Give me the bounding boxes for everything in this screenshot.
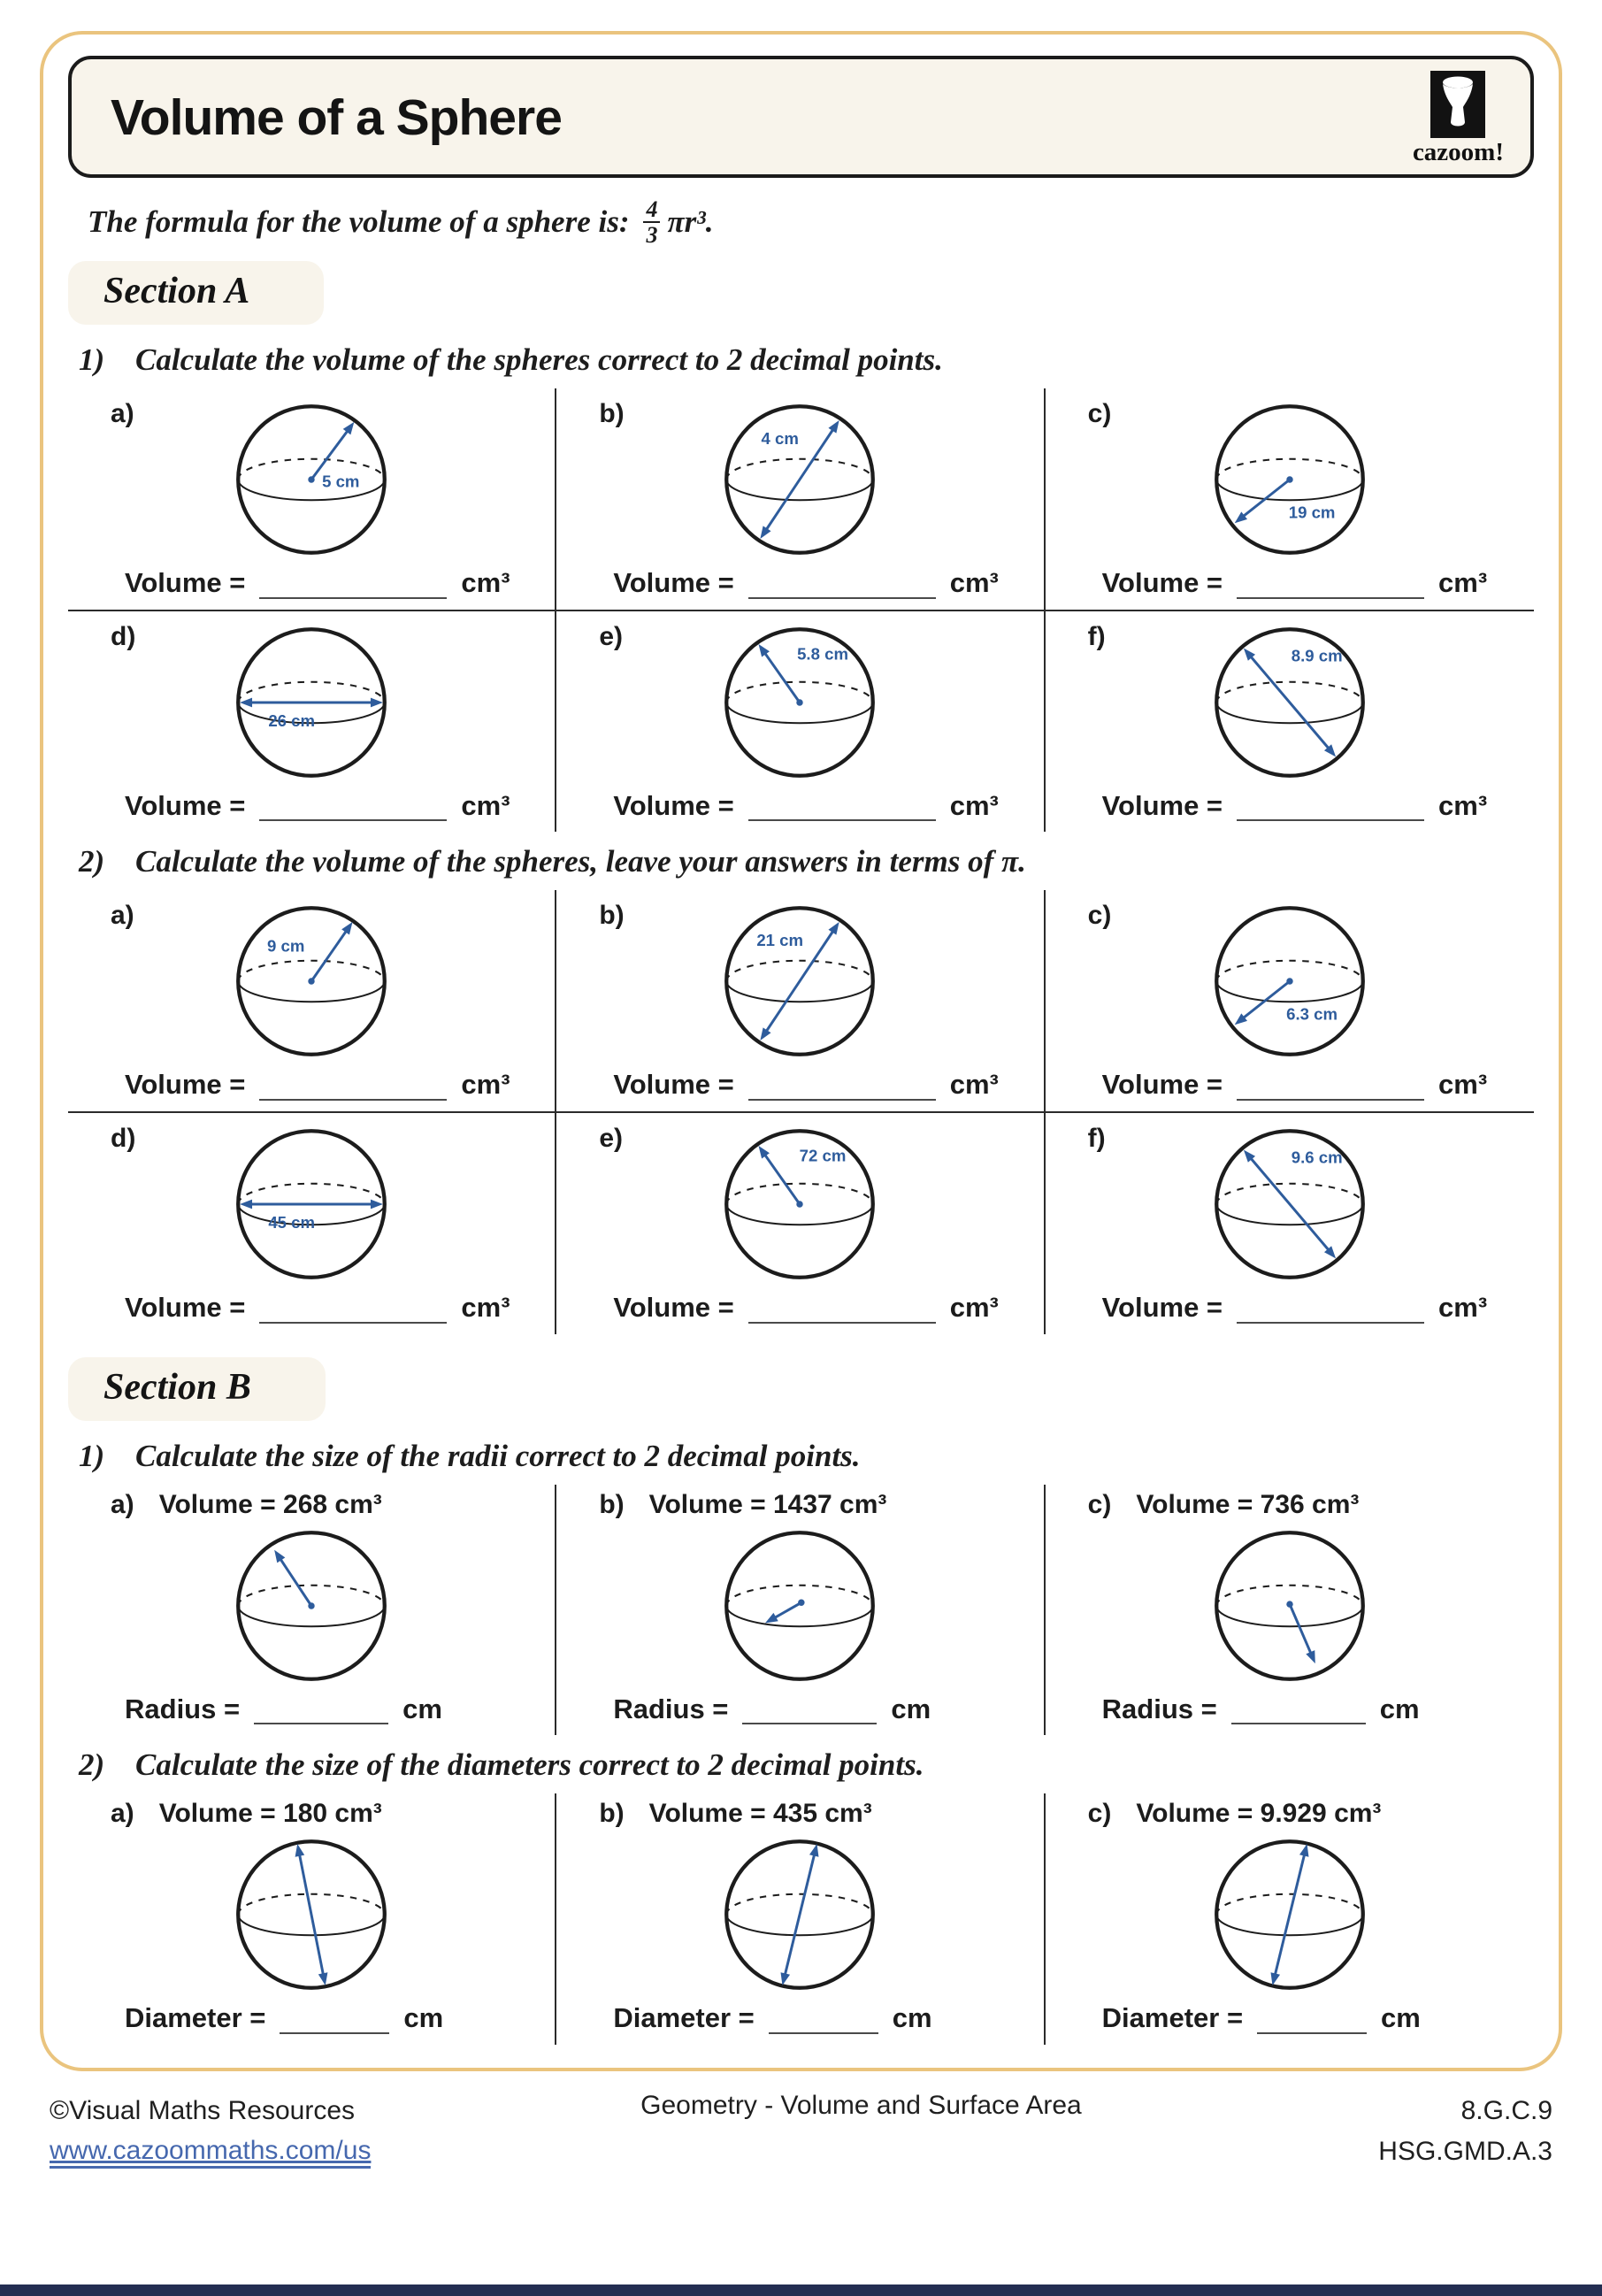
question-number: 1) xyxy=(79,342,105,377)
cell-header xyxy=(111,901,134,931)
item-letter: d) xyxy=(111,1123,136,1153)
formula-expression: πr³. xyxy=(667,204,714,239)
answer-line xyxy=(563,2002,1036,2034)
item-letter: a) xyxy=(111,1799,134,1829)
answer-line xyxy=(1053,1069,1527,1101)
footer-topic: Geometry - Volume and Surface Area xyxy=(640,2090,1082,2120)
answer-label: Volume = xyxy=(1101,1069,1223,1101)
answer-blank xyxy=(1257,2004,1367,2034)
answer-label: Diameter = xyxy=(125,2002,266,2034)
item-letter: e) xyxy=(599,1123,624,1153)
answer-blank xyxy=(259,1294,447,1324)
answer-unit: cm³ xyxy=(461,789,510,821)
question-cell xyxy=(556,611,1045,833)
standard-code-2: HSG.GMD.A.3 xyxy=(1378,2137,1552,2167)
title-box xyxy=(68,56,1534,178)
question-cell xyxy=(556,890,1045,1113)
svg-text:5 cm: 5 cm xyxy=(322,472,360,491)
cell-header xyxy=(563,1490,1036,1520)
sphere-holder xyxy=(563,620,1036,785)
sphere-holder xyxy=(1053,397,1527,562)
sphere-diagram xyxy=(229,620,394,785)
footer xyxy=(50,2091,1552,2173)
answer-blank xyxy=(748,1071,936,1101)
item-letter: f) xyxy=(1087,1123,1106,1153)
sphere-diagram xyxy=(1207,899,1372,1064)
answer-unit: cm³ xyxy=(949,1069,999,1101)
sphere-holder xyxy=(1053,1524,1527,1688)
question-instruction xyxy=(79,844,1534,879)
answer-blank xyxy=(1237,791,1424,821)
item-letter: c) xyxy=(1087,399,1112,428)
fraction-numerator: 4 xyxy=(646,196,658,222)
svg-text:8.9 cm: 8.9 cm xyxy=(1291,646,1343,665)
answer-line xyxy=(75,790,548,822)
cell-header xyxy=(599,622,623,652)
sphere-diagram xyxy=(229,1524,394,1688)
answer-label: Volume = xyxy=(613,567,734,598)
answer-unit: cm³ xyxy=(949,1291,999,1323)
item-letter: b) xyxy=(599,1799,625,1829)
item-letter: f) xyxy=(1087,621,1106,651)
answer-blank xyxy=(769,2004,878,2034)
answer-line xyxy=(1053,1292,1527,1324)
question-cell xyxy=(1046,1793,1534,2045)
question-cell xyxy=(68,1113,556,1334)
answer-unit: cm³ xyxy=(1438,567,1488,598)
question-block xyxy=(68,844,1534,1333)
sphere-holder xyxy=(1053,1832,1527,1997)
given-volume: Volume = 180 cm³ xyxy=(158,1799,382,1829)
sphere-diagram xyxy=(717,1122,882,1286)
question-cell xyxy=(1046,890,1534,1113)
answer-blank xyxy=(259,1071,447,1101)
answer-line xyxy=(75,1292,548,1324)
question-grid xyxy=(68,1485,1534,1736)
sphere-holder xyxy=(75,1832,548,1997)
sphere-diagram xyxy=(1207,1832,1372,1997)
answer-unit: cm³ xyxy=(461,567,510,598)
section-heading: Section A xyxy=(68,261,324,325)
footer-left xyxy=(50,2091,501,2170)
question-block xyxy=(68,342,1534,832)
answer-blank xyxy=(1231,1694,1366,1724)
question-instruction xyxy=(79,342,1534,378)
cell-header xyxy=(75,1490,548,1520)
sphere-diagram xyxy=(1207,1524,1372,1688)
item-letter: b) xyxy=(599,399,625,428)
sphere-diagram xyxy=(717,1832,882,1997)
question-instruction xyxy=(79,1747,1534,1783)
svg-text:26 cm: 26 cm xyxy=(268,710,316,730)
sphere-holder xyxy=(563,1832,1036,1997)
svg-text:21 cm: 21 cm xyxy=(756,931,804,950)
svg-text:9 cm: 9 cm xyxy=(267,936,305,956)
standard-code-1: 8.G.C.9 xyxy=(1460,2095,1552,2125)
question-instruction xyxy=(79,1439,1534,1474)
sphere-diagram xyxy=(717,899,882,1064)
svg-text:9.6 cm: 9.6 cm xyxy=(1291,1148,1343,1167)
answer-label: Volume = xyxy=(1101,1291,1223,1323)
question-cell xyxy=(68,890,556,1113)
answer-line xyxy=(75,1693,548,1725)
sphere-holder xyxy=(75,899,548,1064)
answer-blank xyxy=(1237,569,1424,599)
brand-name: cazoom! xyxy=(1412,137,1504,166)
footer-standards xyxy=(1222,2091,1552,2173)
sphere-holder xyxy=(1053,620,1527,785)
answer-unit: cm xyxy=(891,1693,931,1724)
svg-text:72 cm: 72 cm xyxy=(800,1146,847,1165)
answer-blank xyxy=(259,791,447,821)
given-volume: Volume = 736 cm³ xyxy=(1136,1489,1360,1519)
sphere-diagram xyxy=(1207,397,1372,562)
answer-unit: cm xyxy=(1379,1693,1420,1724)
cell-header xyxy=(599,399,624,429)
item-letter: c) xyxy=(1087,1489,1112,1519)
cell-header xyxy=(599,901,624,931)
answer-label: Radius = xyxy=(1101,1693,1217,1724)
answer-line xyxy=(1053,2002,1527,2034)
cell-header xyxy=(1088,1124,1106,1154)
sections xyxy=(68,261,1534,2045)
given-volume: Volume = 268 cm³ xyxy=(158,1489,382,1519)
answer-label: Volume = xyxy=(613,789,734,821)
svg-text:4 cm: 4 cm xyxy=(761,429,800,449)
answer-blank xyxy=(748,1294,936,1324)
answer-unit: cm³ xyxy=(949,789,999,821)
question-cell xyxy=(1046,611,1534,833)
sphere-diagram xyxy=(229,1122,394,1286)
sphere-holder xyxy=(563,899,1036,1064)
djembe-drum-icon xyxy=(1430,71,1485,138)
question-block xyxy=(68,1439,1534,1736)
cell-header xyxy=(111,622,135,652)
question-block xyxy=(68,1747,1534,2045)
given-volume: Volume = 1437 cm³ xyxy=(648,1489,887,1519)
question-grid xyxy=(68,890,1534,1333)
answer-line xyxy=(563,1693,1036,1725)
question-number: 2) xyxy=(79,1747,105,1783)
formula-statement xyxy=(88,194,1534,250)
answer-label: Diameter = xyxy=(613,2002,755,2034)
answer-label: Volume = xyxy=(1101,789,1223,821)
answer-line xyxy=(563,790,1036,822)
question-number: 1) xyxy=(79,1438,105,1473)
item-letter: b) xyxy=(599,1489,625,1519)
question-cell xyxy=(1046,388,1534,611)
item-letter: a) xyxy=(111,1489,134,1519)
answer-unit: cm xyxy=(892,2002,932,2034)
answer-line xyxy=(563,567,1036,599)
section-questions xyxy=(68,1439,1534,2045)
sphere-diagram xyxy=(229,397,394,562)
answer-label: Radius = xyxy=(613,1693,729,1724)
answer-blank xyxy=(742,1694,877,1724)
given-volume: Volume = 435 cm³ xyxy=(648,1799,872,1829)
cell-header xyxy=(599,1124,623,1154)
item-letter: b) xyxy=(599,901,625,931)
answer-blank xyxy=(259,569,447,599)
svg-text:45 cm: 45 cm xyxy=(268,1212,316,1232)
answer-blank xyxy=(748,569,936,599)
answer-label: Volume = xyxy=(125,1291,246,1323)
brand-logo xyxy=(1413,71,1504,165)
question-cell xyxy=(556,1485,1045,1736)
answer-line xyxy=(75,2002,548,2034)
copyright-text: ©Visual Maths Resources xyxy=(50,2095,356,2125)
bottom-bar xyxy=(0,2284,1602,2296)
formula-intro: The formula for the volume of a sphere is: xyxy=(88,204,630,239)
question-number: 2) xyxy=(79,844,105,879)
question-cell xyxy=(556,1113,1045,1334)
answer-label: Volume = xyxy=(125,567,246,598)
cell-header xyxy=(1088,901,1112,931)
answer-label: Volume = xyxy=(613,1069,734,1101)
answer-line xyxy=(1053,790,1527,822)
question-cell xyxy=(1046,1485,1534,1736)
sphere-holder xyxy=(75,397,548,562)
question-text: Calculate the size of the diameters correct to 2 decimal points. xyxy=(135,1747,924,1783)
sphere-diagram xyxy=(1207,1122,1372,1286)
sphere-diagram xyxy=(717,397,882,562)
answer-blank xyxy=(1237,1071,1424,1101)
worksheet-frame xyxy=(40,31,1562,2071)
item-letter: c) xyxy=(1087,1799,1112,1829)
sphere-holder xyxy=(1053,899,1527,1064)
item-letter: d) xyxy=(111,621,136,651)
answer-unit: cm³ xyxy=(461,1069,510,1101)
answer-label: Volume = xyxy=(613,1291,734,1323)
answer-label: Radius = xyxy=(125,1693,241,1724)
answer-blank xyxy=(254,1694,388,1724)
answer-unit: cm³ xyxy=(1438,1291,1488,1323)
sphere-diagram xyxy=(229,899,394,1064)
question-cell xyxy=(68,611,556,833)
answer-line xyxy=(75,567,548,599)
sphere-diagram xyxy=(1207,620,1372,785)
question-cell xyxy=(68,1793,556,2045)
sphere-diagram xyxy=(717,620,882,785)
worksheet-section xyxy=(68,1357,1534,2045)
worksheet-section xyxy=(68,261,1534,1334)
website-link[interactable]: www.cazoommaths.com/us xyxy=(50,2136,371,2169)
cell-header xyxy=(1088,622,1106,652)
svg-text:19 cm: 19 cm xyxy=(1288,503,1336,522)
answer-line xyxy=(563,1292,1036,1324)
sphere-holder xyxy=(75,1122,548,1286)
cell-header xyxy=(111,1124,135,1154)
section-questions xyxy=(68,342,1534,1334)
question-cell xyxy=(68,388,556,611)
sphere-diagram xyxy=(717,1524,882,1688)
answer-unit: cm³ xyxy=(1438,789,1488,821)
svg-text:5.8 cm: 5.8 cm xyxy=(797,644,849,664)
item-letter: a) xyxy=(111,399,134,428)
question-grid xyxy=(68,388,1534,832)
answer-line xyxy=(1053,567,1527,599)
answer-line xyxy=(563,1069,1036,1101)
sphere-holder xyxy=(1053,1122,1527,1286)
answer-label: Volume = xyxy=(125,1069,246,1101)
question-cell xyxy=(1046,1113,1534,1334)
question-cell xyxy=(556,1793,1045,2045)
cell-header xyxy=(1053,1490,1527,1520)
cell-header xyxy=(1053,1799,1527,1829)
answer-unit: cm³ xyxy=(1438,1069,1488,1101)
item-letter: c) xyxy=(1087,901,1112,931)
answer-unit: cm xyxy=(1381,2002,1421,2034)
answer-unit: cm³ xyxy=(949,567,999,598)
answer-label: Volume = xyxy=(1101,567,1223,598)
answer-blank xyxy=(748,791,936,821)
sphere-holder xyxy=(563,397,1036,562)
given-volume: Volume = 9.929 cm³ xyxy=(1136,1799,1382,1829)
section-heading: Section B xyxy=(68,1357,326,1421)
answer-label: Diameter = xyxy=(1101,2002,1244,2034)
answer-unit: cm³ xyxy=(461,1291,510,1323)
item-letter: e) xyxy=(599,621,624,651)
answer-unit: cm xyxy=(402,1693,442,1724)
question-text: Calculate the volume of the spheres correct to 2 decimal points. xyxy=(135,342,943,377)
cell-header xyxy=(75,1799,548,1829)
answer-unit: cm xyxy=(403,2002,444,2034)
cell-header xyxy=(1088,399,1112,429)
fraction-denominator: 3 xyxy=(643,221,660,247)
answer-label: Volume = xyxy=(125,789,246,821)
question-cell xyxy=(556,388,1045,611)
sphere-holder xyxy=(563,1524,1036,1688)
question-grid xyxy=(68,1793,1534,2045)
answer-line xyxy=(1053,1693,1527,1725)
sphere-holder xyxy=(563,1122,1036,1286)
question-text: Calculate the volume of the spheres, leave your answers in terms of π. xyxy=(135,844,1026,879)
question-text: Calculate the size of the radii correct to 2 decimal points. xyxy=(135,1438,861,1473)
item-letter: a) xyxy=(111,901,134,931)
cell-header xyxy=(563,1799,1036,1829)
answer-blank xyxy=(1237,1294,1424,1324)
sphere-holder xyxy=(75,1524,548,1688)
svg-text:6.3 cm: 6.3 cm xyxy=(1285,1004,1338,1024)
sphere-holder xyxy=(75,620,548,785)
question-cell xyxy=(68,1485,556,1736)
answer-line xyxy=(75,1069,548,1101)
answer-blank xyxy=(280,2004,389,2034)
sphere-diagram xyxy=(229,1832,394,1997)
formula-fraction xyxy=(643,197,660,248)
page-title: Volume of a Sphere xyxy=(111,89,562,146)
cell-header xyxy=(111,399,134,429)
